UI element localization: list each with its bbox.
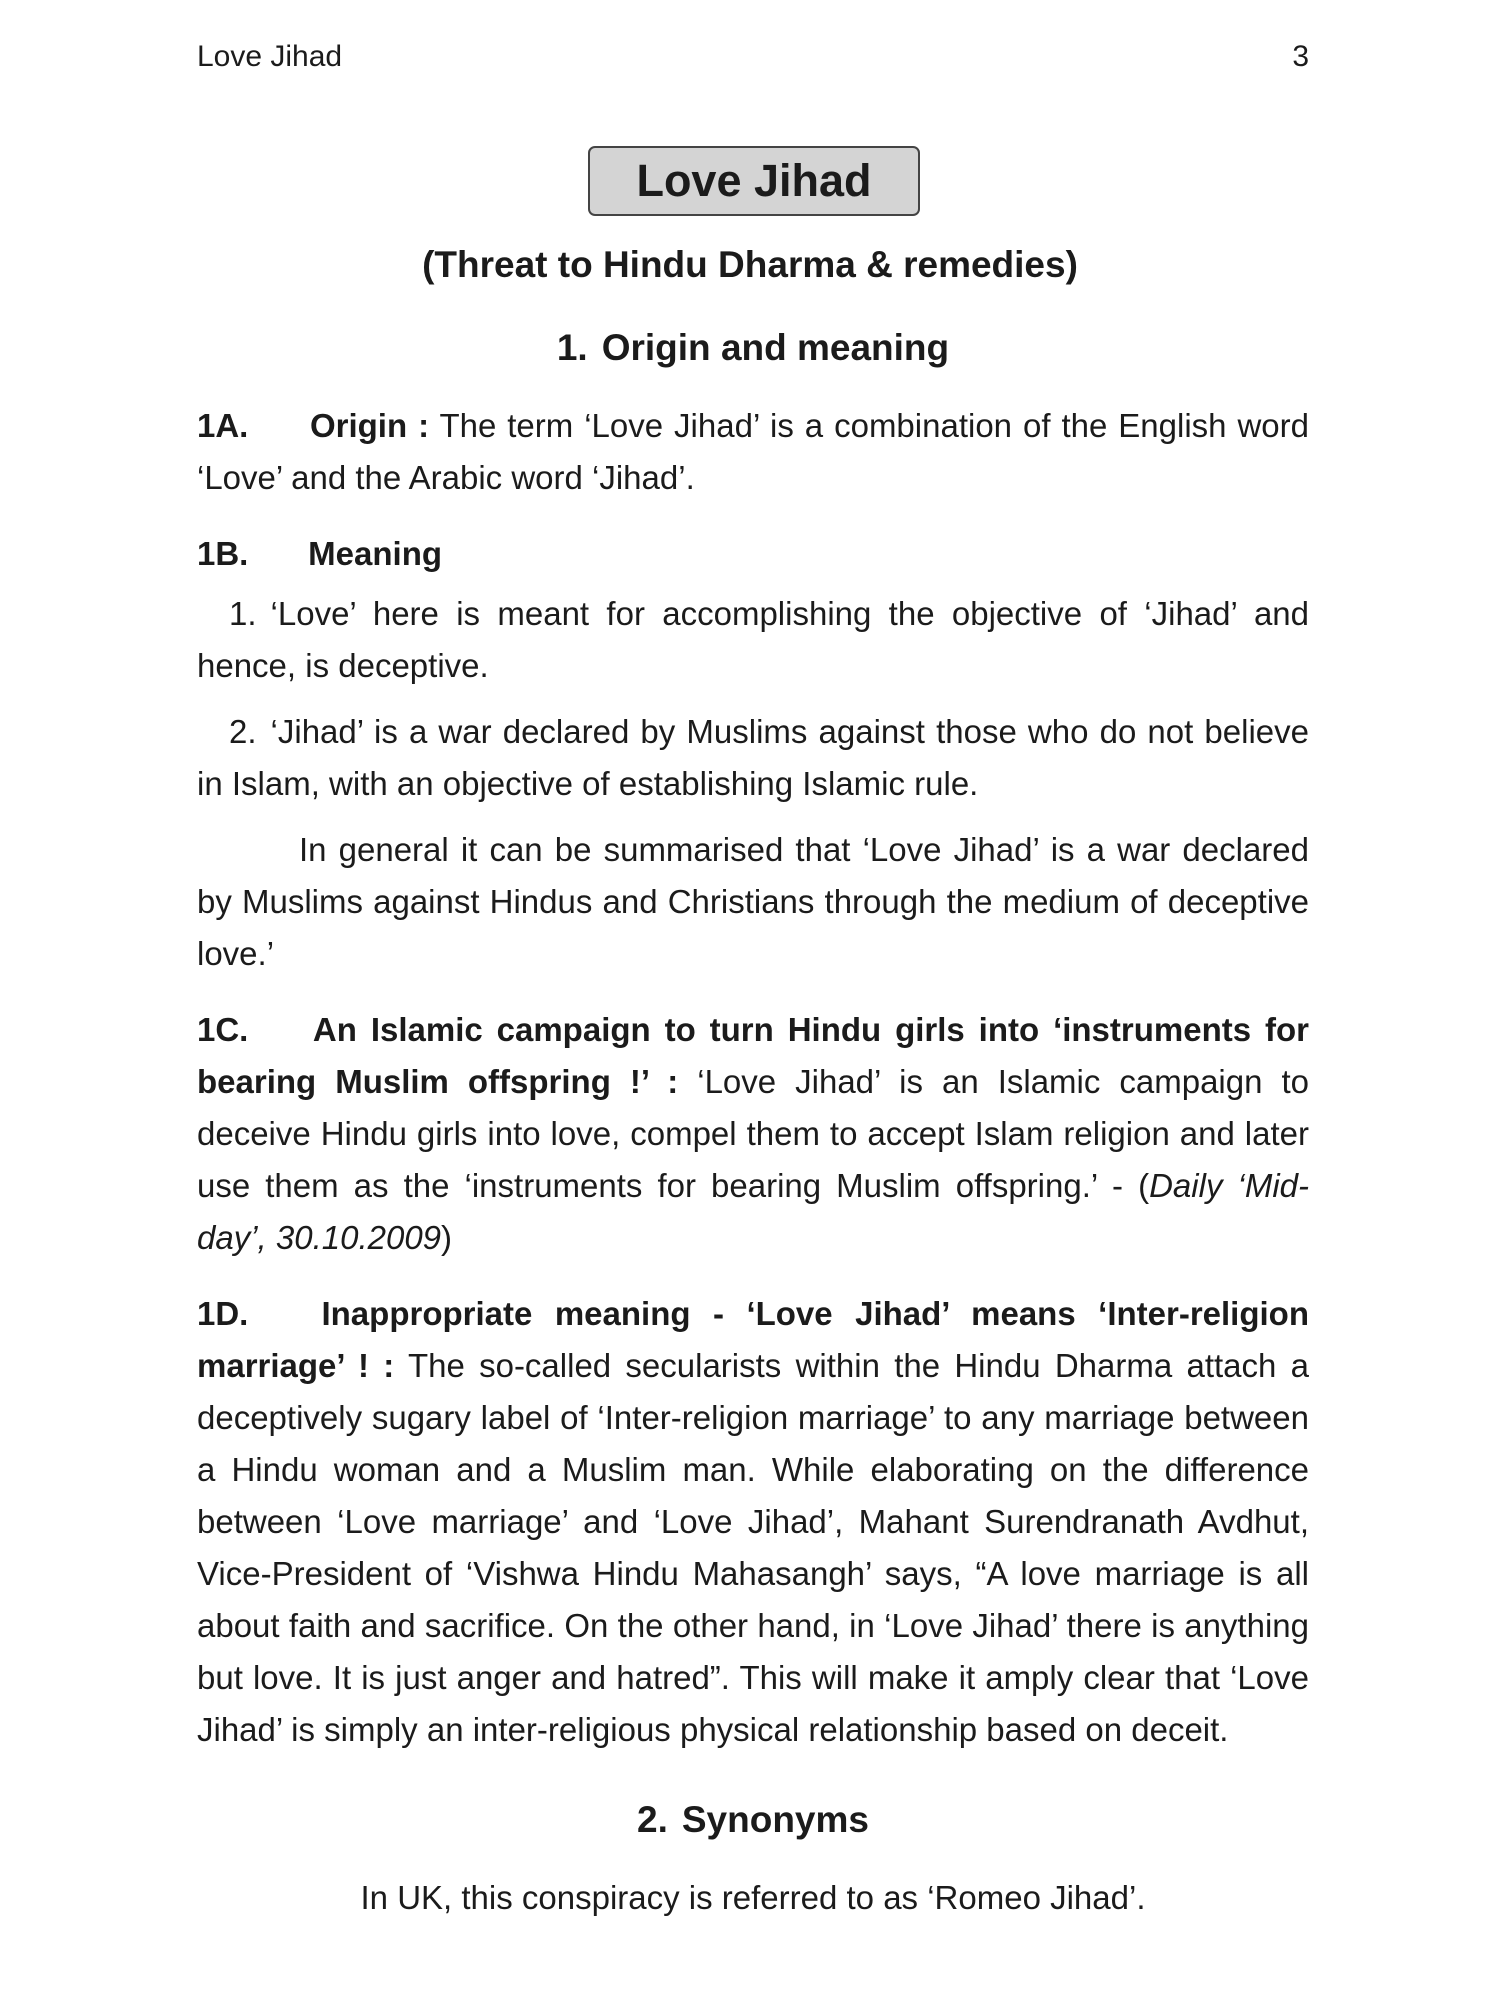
list-item-number: 1. xyxy=(229,595,257,632)
chapter-subtitle: (Threat to Hindu Dharma & remedies) xyxy=(422,244,1078,285)
paragraph-1b-heading xyxy=(197,528,1309,580)
paragraph-title: An Islamic campaign to turn Hindu girls into ‘instruments for bearing Muslim offspring !’ : xyxy=(197,1011,1309,1100)
paragraph-text: ‘Love Jihad’ is an Islamic campaign to deceive Hindu girls into love, compel them to accept Islam religion and later use them as the ‘instruments for bearing Muslim offspring.’ xyxy=(197,1063,1310,1204)
list-item-text: ‘Love’ here is meant for accomplishing the objective of ‘Jihad’ and hence, is deceptive. xyxy=(197,595,1309,684)
paragraph-label: 1C. xyxy=(197,1011,249,1048)
list-item-number: 2. xyxy=(229,713,257,750)
citation-suffix: ) xyxy=(441,1219,453,1256)
section-heading-synonyms xyxy=(197,1794,1309,1846)
section-number: 2. xyxy=(637,1799,668,1840)
paragraph-label: 1D. xyxy=(197,1295,249,1332)
paragraph-title: Meaning xyxy=(308,535,443,572)
list-item-text: ‘Jihad’ is a war declared by Muslims against those who do not believe in Islam, with an objective of establishing Islamic rule. xyxy=(197,713,1309,802)
section-title: Synonyms xyxy=(681,1799,869,1840)
paragraph-1d xyxy=(197,1288,1309,1756)
summary-paragraph: In general it can be summarised that ‘Love Jihad’ is a war declared by Muslims against Hindus and Christians through the medium of deceptive love.’ xyxy=(197,831,1309,972)
synonyms-paragraph: In UK, this conspiracy is referred to as ‘Romeo Jihad’. xyxy=(360,1879,1146,1916)
list-item xyxy=(197,588,1309,692)
running-header xyxy=(197,40,1309,74)
page-number: 3 xyxy=(1292,40,1309,73)
paragraph-label: 1A. xyxy=(197,407,249,444)
citation: Daily ‘Mid-day’, 30.10.2009 xyxy=(197,1167,1309,1256)
paragraph-1a xyxy=(197,400,1309,504)
paragraph-title: Inappropriate meaning - ‘Love Jihad’ means ‘Inter-religion marriage’ ! : xyxy=(197,1295,1309,1384)
chapter-title-box xyxy=(588,146,920,216)
paragraph-title: Origin : xyxy=(309,407,430,444)
page-body xyxy=(197,322,1309,1948)
section-number: 1. xyxy=(556,327,588,368)
chapter-title: Love Jihad xyxy=(636,155,872,206)
paragraph-1c xyxy=(197,1004,1309,1264)
section-heading-origin xyxy=(197,322,1309,374)
paragraph-text: The so-called secularists within the Hindu Dharma attach a deceptively sugary label of ‘Inter-religion marriage’ to any marriage between a Hindu woman and a Muslim man. While elaborating on the difference between ‘Love marriage’ and ‘Love Jihad’, Mahant Surendranath Avdhut, Vice-President of ‘Vishwa Hindu Mahasangh’ says, “A love marriage is all about faith and sacrifice. On the other hand, in ‘Love Jihad’ there is anything but love. It is just anger and hatred”. This will make it amply clear that ‘Love Jihad’ is simply an inter-religious physical relationship based on deceit. xyxy=(197,1347,1309,1748)
citation-prefix: - ( xyxy=(1112,1167,1150,1204)
paragraph-label: 1B. xyxy=(197,535,249,572)
section-title: Origin and meaning xyxy=(601,327,950,368)
paragraph-text: The term ‘Love Jihad’ is a combination of the English word ‘Love’ and the Arabic word ‘Jihad’. xyxy=(197,407,1310,496)
running-title: Love Jihad xyxy=(197,40,343,73)
list-item xyxy=(197,706,1309,810)
